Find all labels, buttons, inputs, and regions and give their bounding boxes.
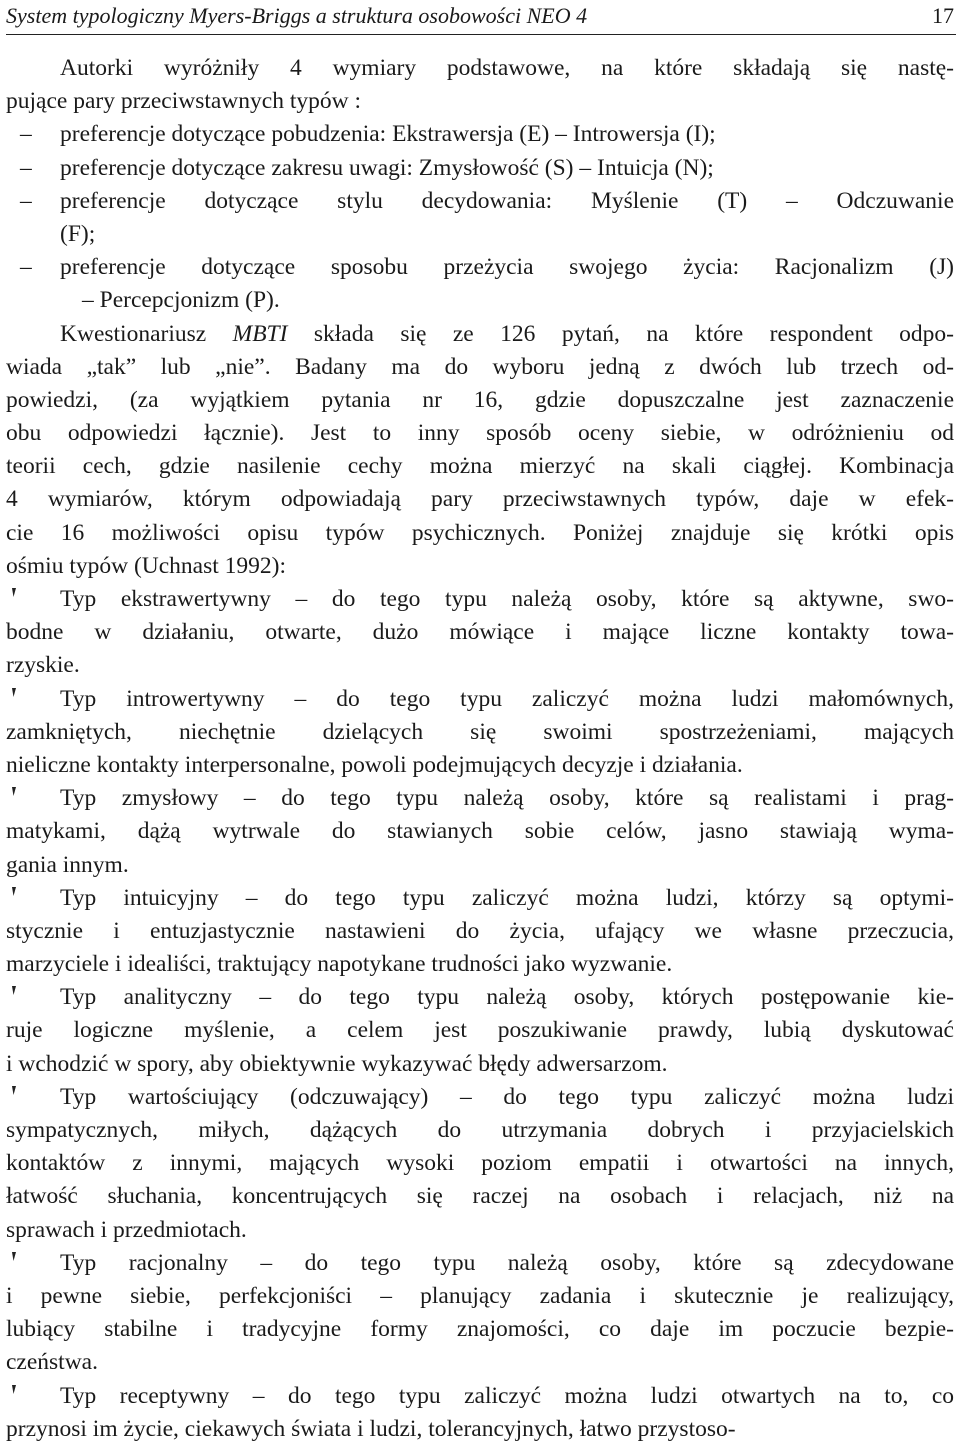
- page-body: [6, 52, 954, 1446]
- bullet-continuation: stycznie i entuzjastycznie nastawieni do życia, ufający we własne przeczucia,: [6, 917, 954, 944]
- paragraph-line: wiada „tak” lub „nie”. Badany ma do wyboru jedną z dwóch lub trzech od-: [6, 353, 954, 380]
- intro-line: Autorki wyróżniły 4 wymiary podstawowe, na które składają się nastę-: [60, 55, 954, 81]
- bullet-text: Typ zmysłowy – do tego typu należą osoby, które są realistami i prag-: [60, 785, 954, 812]
- dash-marker: –: [20, 187, 32, 214]
- paragraph-line: cie 16 możliwości opisu typów psychicznych. Poniżej znajduje się krótki opis: [6, 519, 954, 546]
- bullet-item: [6, 1247, 954, 1280]
- bullet-marker: [6, 782, 60, 815]
- bullet-continuation: lubiący stabilne i tradycyjne formy znajomości, co daje im poczucie bezpie-: [6, 1316, 954, 1343]
- paragraph-line: obu odpowiedzi łącznie). Jest to inny sposób oceny siebie, w odróżnieniu od: [6, 420, 954, 447]
- bullet-text: Typ introwertywny – do tego typu zaliczyć można ludzi małomównych,: [60, 685, 954, 712]
- bullet-tick-icon: [10, 1251, 18, 1265]
- bullet-text: Typ wartościujący (odczuwający) – do tego typu zaliczyć można ludzi: [60, 1083, 954, 1110]
- bullet-continuation: nieliczne kontakty interpersonalne, powoli podejmujących decyzje i działania.: [6, 751, 743, 778]
- bullet-continuation: i wchodzić w spory, aby obiektywnie wykazywać błędy adwersarzom.: [6, 1050, 668, 1077]
- bullet-item: [6, 882, 954, 915]
- dash-item: [6, 251, 954, 284]
- bullet-item: [6, 583, 954, 616]
- bullet-continuation: kontaktów z innymi, mających wysoki poziom empatii i otwartości na innych,: [6, 1150, 954, 1177]
- dash-item: [6, 185, 954, 218]
- bullet-item: [6, 782, 954, 815]
- paragraph-line: 4 wymiarów, którym odpowiadają pary przeciwstawnych typów, daje w efek-: [6, 486, 954, 513]
- dash-item-text: preferencje dotyczące sposobu przeżycia swojego życia: Racjonalizm (J): [60, 254, 954, 281]
- bullet-tick-icon: [10, 786, 18, 800]
- bullet-continuation: łatwość słuchania, koncentrujących się raczej na osobach i relacjach, niż na: [6, 1183, 954, 1210]
- mbti-term: MBTI: [232, 320, 288, 347]
- bullet-continuation: matykami, dążą wytrwale do stawianych sobie celów, jasno stawiają wyma-: [6, 818, 954, 845]
- bullet-continuation: i pewne siebie, perfekcjoniści – planujący zadania i skutecznie je realizujący,: [6, 1282, 954, 1309]
- bullet-tick-icon: [10, 1085, 18, 1099]
- dash-item-continuation: (F);: [60, 220, 96, 247]
- bullet-marker: [6, 1081, 60, 1114]
- bullet-text: Typ ekstrawertywny – do tego typu należą osoby, które są aktywne, swo-: [60, 586, 954, 612]
- dash-marker: –: [20, 121, 32, 148]
- dash-item: [6, 152, 954, 185]
- bullet-marker: [6, 882, 60, 915]
- dash-item: [6, 118, 954, 151]
- dash-item-text: preferencje dotyczące stylu decydowania: Myślenie (T) – Odczuwanie: [60, 187, 954, 214]
- bullet-continuation: gania innym.: [6, 851, 129, 878]
- bullet-item: [6, 1081, 954, 1114]
- bullet-marker: [6, 981, 60, 1014]
- bullet-continuation: zamkniętych, niechętnie dzielących się swoimi spostrzeżeniami, mających: [6, 718, 954, 745]
- type-list: [6, 583, 954, 1446]
- bullet-tick-icon: [10, 985, 18, 999]
- paragraph-line: powiedzi, (za wyjątkiem pytania nr 16, gdzie dopuszczalne jest zaznaczenie: [6, 386, 954, 413]
- bullet-continuation: sprawach i przedmiotach.: [6, 1216, 247, 1243]
- bullet-marker: [6, 1247, 60, 1280]
- bullet-continuation: ruje logiczne myślenie, a celem jest poszukiwanie prawdy, lubią dyskutować: [6, 1017, 954, 1044]
- bullet-text: Typ intuicyjny – do tego typu zaliczyć można ludzi, którzy są optymi-: [60, 884, 954, 911]
- bullet-continuation: przynosi im życie, ciekawych świata i ludzi, tolerancyjnych, łatwo przystoso-: [6, 1415, 736, 1442]
- bullet-continuation: rzyskie.: [6, 652, 80, 679]
- bullet-marker: [6, 683, 60, 716]
- running-title: System typologiczny Myers-Briggs a struktura osobowości NEO 4: [6, 3, 588, 28]
- intro-line: pujące pary przeciwstawnych typów :: [6, 88, 361, 115]
- running-header: [6, 0, 956, 35]
- dash-marker: –: [20, 154, 32, 181]
- bullet-item: [6, 683, 954, 716]
- bullet-marker: [6, 583, 60, 616]
- bullet-marker: [6, 1380, 60, 1413]
- paragraph-line: ośmiu typów (Uchnast 1992):: [6, 552, 287, 579]
- bullet-text: Typ racjonalny – do tego typu należą osoby, które są zdecydowane: [60, 1249, 954, 1276]
- paragraph-line: teorii cech, gdzie nasilenie cechy można mierzyć na skali ciągłej. Kombinacja: [6, 453, 954, 480]
- dash-marker: –: [20, 254, 32, 281]
- bullet-continuation: marzyciele i idealiści, traktujący napotykane trudności jako wyzwanie.: [6, 951, 673, 978]
- dash-item-text: preferencje dotyczące pobudzenia: Ekstrawersja (E) – Introwersja (I);: [60, 121, 716, 148]
- bullet-tick-icon: [10, 886, 18, 900]
- bullet-continuation: bodne w działaniu, otwarte, dużo mówiące i mające liczne kontakty towa-: [6, 619, 954, 646]
- bullet-tick-icon: [10, 687, 18, 701]
- dash-item-text: preferencje dotyczące zakresu uwagi: Zmysłowość (S) – Intuicja (N);: [60, 154, 714, 181]
- bullet-continuation: czeństwa.: [6, 1349, 98, 1376]
- bullet-item: [6, 981, 954, 1014]
- bullet-text: Typ analityczny – do tego typu należą osoby, których postępowanie kie-: [60, 984, 954, 1011]
- bullet-tick-icon: [10, 587, 18, 601]
- bullet-text: Typ receptywny – do tego typu zaliczyć można ludzi otwartych na to, co: [60, 1382, 954, 1409]
- page-number: 17: [932, 3, 954, 28]
- bullet-continuation: sympatycznych, miłych, dążących do utrzymania dobrych i przyjacielskich: [6, 1117, 954, 1143]
- bullet-item: [6, 1380, 954, 1413]
- dash-item-continuation: – Percepcjonizm (P).: [82, 287, 280, 314]
- paragraph-line: Kwestionariusz MBTI składa się ze 126 pytań, na które respondent odpo-: [60, 320, 955, 347]
- bullet-tick-icon: [10, 1384, 18, 1398]
